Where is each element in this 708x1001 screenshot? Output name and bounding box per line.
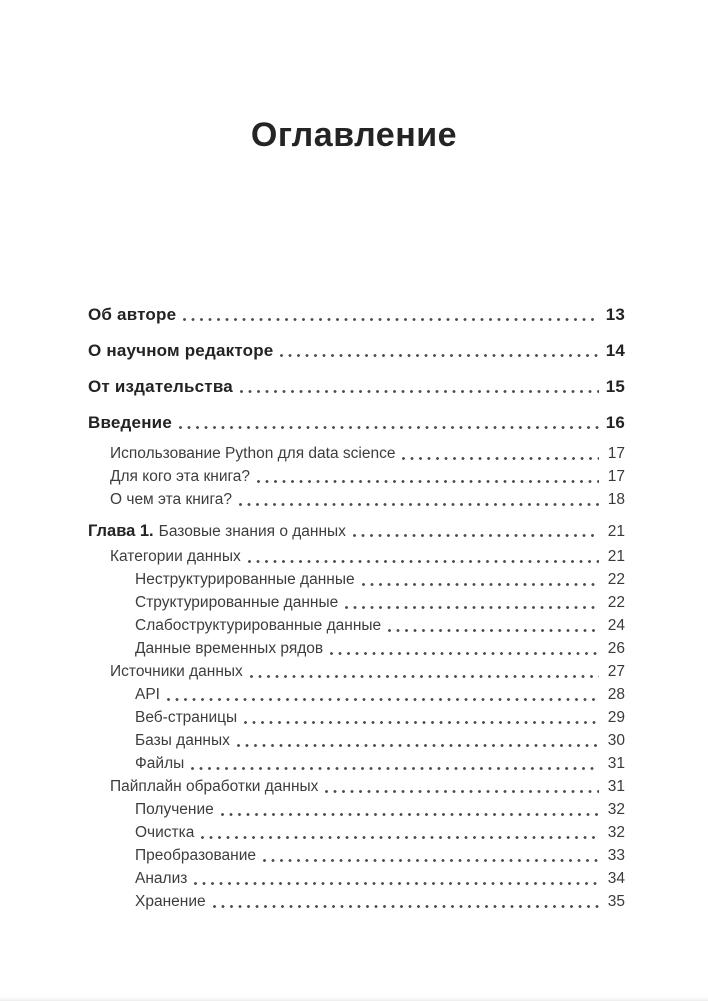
toc-entry-text: Данные временных рядов (135, 640, 324, 657)
toc-entry-page: 21 (607, 548, 625, 565)
dot-leader (183, 318, 599, 321)
dot-leader (362, 583, 599, 586)
toc-entry-label (135, 618, 381, 634)
dot-leader (388, 629, 599, 632)
dot-leader (221, 813, 599, 816)
dot-leader (213, 905, 599, 908)
toc-entry-page: 13 (605, 305, 625, 324)
toc-row (88, 664, 625, 680)
toc-row (88, 378, 625, 395)
toc-entry-text: Преобразование (135, 847, 257, 864)
toc-entry-text: Хранение (135, 893, 206, 910)
toc-entry-text: Слабоструктурированные данные (135, 617, 382, 634)
dot-leader (263, 859, 599, 862)
toc-row (88, 342, 625, 359)
dot-leader (325, 790, 599, 793)
dot-leader (179, 426, 599, 429)
toc-entry-text: О научном редакторе (88, 341, 274, 360)
toc-entry-page: 26 (607, 640, 625, 657)
toc-row (88, 779, 625, 795)
toc-row (88, 549, 625, 565)
toc-entry-text: Анализ (135, 870, 188, 887)
toc-entry-text: Веб-страницы (135, 709, 238, 726)
toc-row (88, 687, 625, 703)
toc-row (88, 756, 625, 772)
toc-entry-label (110, 492, 232, 508)
dot-leader (244, 721, 599, 724)
toc-entry-page: 32 (607, 801, 625, 818)
toc-row (88, 871, 625, 887)
dot-leader (250, 675, 599, 678)
toc-entry-label (135, 848, 256, 864)
toc-entry-page: 16 (605, 413, 625, 432)
toc-row (88, 492, 625, 508)
toc-entry-page: 34 (607, 870, 625, 887)
dot-leader (194, 882, 599, 885)
toc-entry-page: 14 (605, 341, 625, 360)
toc-entry-text: Базовые знания о данных (158, 522, 346, 540)
toc-entry-text: Использование Python для data science (110, 445, 396, 462)
page-edge-shadow (0, 997, 708, 1001)
dot-leader (353, 534, 599, 537)
toc-entry-label (88, 523, 346, 540)
toc-entry-page: 24 (607, 617, 625, 634)
toc-entry-page: 32 (607, 824, 625, 841)
toc-entry-label (110, 779, 318, 795)
toc-entry-page: 30 (607, 732, 625, 749)
toc-entry-text: Базы данных (135, 732, 230, 749)
toc-entry-label (88, 342, 273, 359)
toc-entry-label (135, 802, 214, 818)
toc-entry-label (135, 710, 237, 726)
toc-row (88, 733, 625, 749)
toc-row (88, 306, 625, 323)
toc-entry-page: 17 (607, 445, 625, 462)
toc-entry-page: 29 (607, 709, 625, 726)
toc-entry-text: Введение (88, 413, 172, 432)
toc-entry-page: 28 (607, 686, 625, 703)
toc-entry-text: Пайплайн обработки данных (110, 778, 319, 795)
toc-entry-label (110, 469, 250, 485)
toc-entry-page: 22 (607, 594, 625, 611)
toc-entry-page: 31 (607, 755, 625, 772)
toc-entry-text: О чем эта книга? (110, 491, 232, 508)
dot-leader (167, 698, 599, 701)
page-title: Оглавление (250, 116, 458, 154)
toc-entry-label (88, 306, 176, 323)
toc-entry-page: 31 (607, 778, 625, 795)
toc-entry-label (135, 687, 160, 703)
toc-row (88, 572, 625, 588)
toc-entry-page: 22 (607, 571, 625, 588)
toc-entry-page: 33 (607, 847, 625, 864)
toc-entry-page: 35 (607, 893, 625, 910)
toc-entry-text: Структурированные данные (135, 594, 339, 611)
toc-row (88, 802, 625, 818)
toc-entry-text: Очистка (135, 824, 195, 841)
toc-entry-label (135, 572, 355, 588)
dot-leader (240, 390, 599, 393)
toc-entry-text: Для кого эта книга? (110, 468, 251, 485)
toc-entry-label (88, 378, 233, 395)
toc-entry-label (110, 664, 243, 680)
toc-entry-page: 27 (607, 663, 625, 680)
dot-leader (248, 560, 599, 563)
toc-entry-text: От издательства (88, 377, 233, 396)
dot-leader (280, 354, 599, 357)
dot-leader (191, 767, 599, 770)
toc-row (88, 523, 625, 540)
toc-row (88, 848, 625, 864)
toc-row (88, 414, 625, 431)
toc-row (88, 469, 625, 485)
dot-leader (257, 480, 599, 483)
toc-entry-label (135, 871, 187, 887)
toc-entry-text: API (135, 686, 160, 703)
dot-leader (345, 606, 599, 609)
toc-entry-label (110, 446, 395, 462)
toc-entry-text: Файлы (135, 755, 185, 772)
toc-entry-label (135, 733, 230, 749)
dot-leader (201, 836, 599, 839)
toc-entry-label (135, 825, 194, 841)
toc-entry-label (88, 414, 172, 431)
toc-entry-text: Категории данных (110, 548, 241, 565)
toc-entry-text: Неструктурированные данные (135, 571, 355, 588)
toc-row (88, 641, 625, 657)
toc-entry-page: 15 (605, 377, 625, 396)
toc-entry-label (110, 549, 241, 565)
dot-leader (237, 744, 599, 747)
toc-row (88, 710, 625, 726)
toc-entry-text: Получение (135, 801, 214, 818)
dot-leader (239, 503, 599, 506)
toc-entry-page: 21 (607, 522, 625, 540)
toc-entry-label (135, 595, 338, 611)
toc-row (88, 446, 625, 462)
toc-entry-prefix: Глава 1. (88, 521, 154, 540)
toc-row (88, 618, 625, 634)
dot-leader (330, 652, 599, 655)
toc-row (88, 894, 625, 910)
toc-row (88, 595, 625, 611)
toc-row (88, 825, 625, 841)
table-of-contents (88, 306, 625, 910)
toc-entry-label (135, 641, 323, 657)
toc-entry-label (135, 894, 206, 910)
toc-entry-label (135, 756, 184, 772)
toc-entry-page: 18 (607, 491, 625, 508)
toc-entry-text: Источники данных (110, 663, 243, 680)
dot-leader (402, 457, 599, 460)
toc-entry-page: 17 (607, 468, 625, 485)
toc-entry-text: Об авторе (88, 305, 177, 324)
